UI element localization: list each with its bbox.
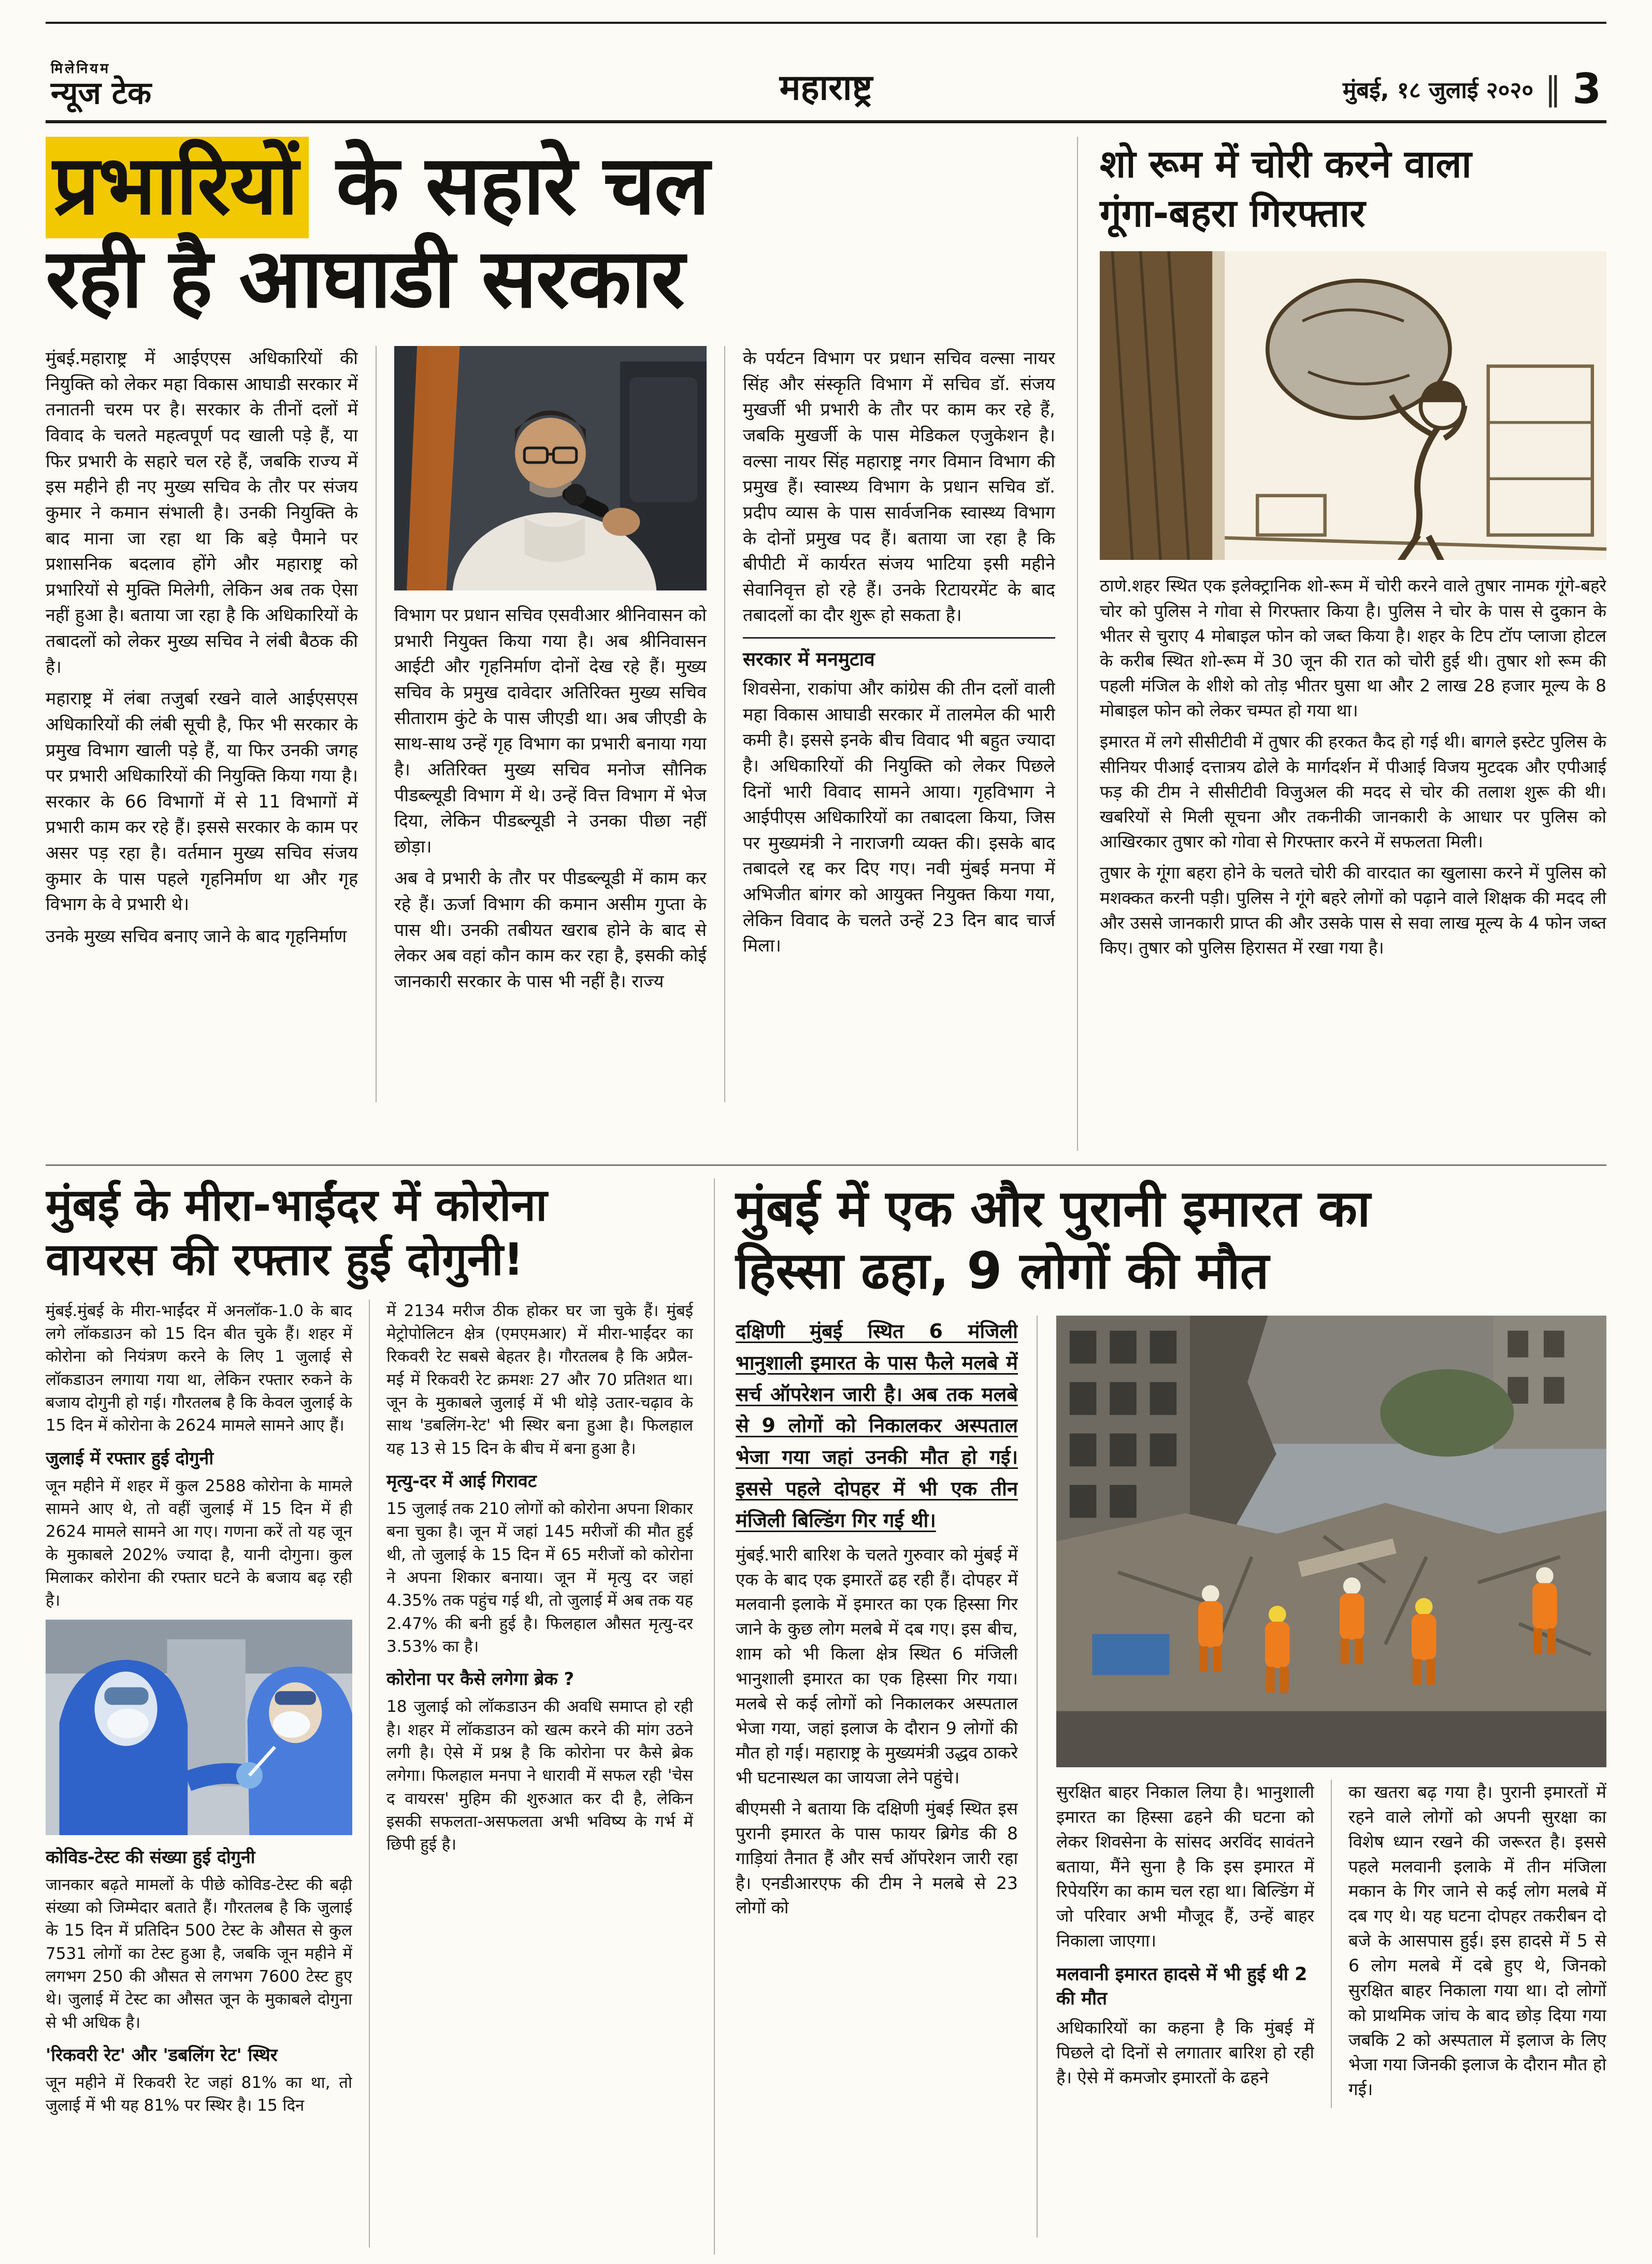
article-paragraph: मुंबई.महाराष्ट्र में आईएएस अधिकारियों की नियुक्ति को लेकर महा विकास आघाडी सरकार में तनातनी चरम पर है। सरकार के तीनों दलों में विवाद के चलते महत्वपूर्ण पद खाली पड़े हैं, या फिर प्रभारी के सहारे चल रहे हैं, जबकि राज्य में इस महीने ही नए मुख्य सचिव के तौर पर संजय कुमार ने कमान संभाली है। उनकी नियुक्ति के बाद माना जा रहा था कि बड़े पैमाने पर प्रशासनिक बदलाव होंगे और महाराष्ट्र को प्रभारियों से मुक्ति मिलेगी, लेकिन अब तक ऐसा नहीं हुआ है। बताया जा रहा है कि अधिकारियों के तबादलों को लेकर मुख्य सचिव ने लंबी बैठक की है। bbox=[46, 348, 358, 677]
building-article-body bbox=[736, 1316, 1606, 2238]
article-paragraph: इमारत में लगे सीसीटीवी में तुषार की हरकत कैद हो गई थी। बागले इस्टेट पुलिस के सीनियर पीआई दत्तात्रय ढोले के मार्गदर्शन में पीआई विजय मुटदक और एपीआई फड़ की टीम ने सीसीटीवी विजुअल की मदद से चोर की तलाश शुरू की थी। खबरियों से मिली सूचना और तकनीकी जानकारी के आधार पर पुलिस को आखिरकार तुषार को गोवा से गिरफ्तार करने में सफलता मिली। bbox=[1100, 731, 1606, 852]
headline-line2: रही है आघाडी सरकार bbox=[46, 231, 684, 327]
article-paragraph: सुरक्षित बाहर निकाल लिया है। भानुशाली इमारत का हिस्सा ढहने की घटना को लेकर शिवसेना के सांसद अरविंद सावंतने बताया, मैंने सुना है कि इस इमारत में रिपेयरिंग का काम चल रहा था। बिल्डिंग में जो परिवार अभी मौजूद हैं, उन्हें बाहर निकाला जाएगा। bbox=[1056, 1782, 1314, 1951]
subhead-july-rate-doubled: जुलाई में रफ्तार हुई दोगुनी bbox=[46, 1448, 214, 1469]
article-paragraph: जून महीने में शहर में कुल 2588 कोरोना के मामले सामने आए थे, तो वहीं जुलाई में 15 दिन में ही 2624 मामले सामने आ गए। गणना करें तो यह जून के मुकाबले 202% ज्यादा है, यानी दोगुना। कुल मिलाकर कोरोना की रफ्तार घटने के बजाय बढ़ रही है। bbox=[46, 1476, 352, 1610]
theft-headline-line1: शो रूम में चोरी करने वाला bbox=[1100, 142, 1472, 186]
corona-column-2 bbox=[369, 1300, 693, 2247]
building-column-1 bbox=[736, 1316, 1018, 2238]
brand-top-line: मिलेनियम bbox=[51, 61, 111, 77]
section-title: महाराष्ट्र bbox=[779, 67, 873, 108]
article-paragraph: महाराष्ट्र में लंबा तजुर्बा रखने वाले आईएसएस अधिकारियों की लंबी सूची है, फिर भी सरकार के प्रमुख विभाग खाली पड़े हैं, या फिर उनकी जगह पर प्रभारी अधिकारियों की नियुक्ति किया गया है। सरकार के 66 विभागों में से 11 विभागों में प्रभारी काम कर रहे हैं। इससे सरकार के काम पर असर पड़ रहा है। वर्तमान मुख्य सचिव संजय कुमार के पास पहले गृहनिर्माण था और गृह विभाग के वे प्रभारी थे। bbox=[46, 688, 358, 915]
ppe-workers-image bbox=[46, 1620, 352, 1835]
article-paragraph: का खतरा बढ़ गया है। पुरानी इमारतों में रहने वाले लोगों को अपनी सुरक्षा का विशेष ध्यान रखने की जरूरत है। इससे पहले मलवानी इलाके में तीन मंजिला मकान के गिर जाने से कई लोग मलबे में दब गए थे। यह घटना दोपहर तकरीबन दो बजे के आसपास हुई। इस हादसे में 5 से 6 लोग मलबे में दबे हुए थे, जिनको सुरक्षित बाहर निकाला गया था। दो लोगों को प्राथमिक जांच के बाद छोड़ दिया गया जबकि 2 को अस्पताल में इलाज के लिए भेजा गया जिनकी इलाज के दौरान मौत हो गई। bbox=[1348, 1782, 1606, 2100]
edition-dateline: मुंबई, १८ जुलाई २०२० bbox=[1342, 77, 1534, 104]
article-paragraph: अधिकारियों का कहना है कि मुंबई में पिछले दो दिनों से लगातार बारिश हो रही है। ऐसे में कमजोर इमारतों के ढहने bbox=[1056, 2017, 1314, 2087]
building-headline-line1: मुंबई में एक और पुरानी इमारत का bbox=[736, 1179, 1371, 1238]
photo-ppe-workers bbox=[46, 1620, 352, 1835]
article-lead-summary: दक्षिणी मुंबई स्थित 6 मंजिली भानुशाली इमारत के पास फैले मलबे में सर्च ऑपरेशन जारी है। अब तक मलबे से 9 लोगों को निकालकर अस्पताल भेजा गया जहां उनकी मौत हो गई। इससे पहले दोपहर में भी एक तीन मंजिली बिल्डिंग गिर गई थी। bbox=[736, 1320, 1018, 1532]
brand-name: न्यूज टेक bbox=[51, 75, 152, 111]
subhead-covid-tests-doubled: कोविड-टेस्ट की संख्या हुई दोगुनी bbox=[46, 1847, 255, 1868]
lead-column-3 bbox=[724, 346, 1055, 1102]
corona-article bbox=[46, 1178, 693, 2255]
corona-article-columns bbox=[46, 1300, 693, 2247]
headline-highlight: प्रभारियों bbox=[46, 137, 309, 238]
horizontal-divider bbox=[46, 1164, 1606, 1166]
article-paragraph: में 2134 मरीज ठीक होकर घर जा चुके हैं। मुंबई मेट्रोपोलिटन क्षेत्र (एमएमआर) में मीरा-भाईंदर का रिकवरी रेट सबसे बेहतर है। गौरतलब है कि अप्रैल-मई में रिकवरी रेट क्रमशः 27 और 70 प्रतिशत था। जून के मुकाबले जुलाई में भी थोड़े उतार-चढ़ाव के साथ 'डबलिंग-रेट' भी स्थिर बना हुआ है। फिलहाल यह 13 से 15 दिन के बीच में बना हुआ है। bbox=[386, 1301, 693, 1458]
building-column-2 bbox=[1056, 1780, 1314, 2108]
subhead-recovery-doubling-rate: 'रिकवरी रेट' और 'डबलिंग रेट' स्थिर bbox=[46, 2045, 278, 2066]
theft-article bbox=[1077, 137, 1606, 1151]
subhead-how-to-brake-corona: कोरोना पर कैसे लगेगा ब्रेक ? bbox=[386, 1669, 574, 1690]
building-collapse-article bbox=[714, 1178, 1606, 2255]
article-paragraph: 18 जुलाई को लॉकडाउन की अवधि समाप्त हो रही है। शहर में लॉकडाउन को खत्म करने की मांग उठने लगी है। ऐसे में प्रश्न है कि कोरोना पर कैसे ब्रेक लगेगा। फिलहाल मनपा ने धारावी में सफल रही 'चेस द वायरस' मुहिम की शुरुआत कर दी है, लेकिन इसकी सफलता-असफलता अभी भविष्य के गर्भ में छिपी हुई है। bbox=[386, 1697, 693, 1854]
building-column-right bbox=[1037, 1316, 1606, 2238]
page-number: 3 bbox=[1572, 65, 1601, 113]
article-paragraph: तुषार के गूंगा बहरा होने के चलते चोरी की वारदात का खुलासा करने में पुलिस को मशक्कत करनी पड़ी। पुलिस ने गूंगे बहरे लोगों को पढ़ाने वाले शिक्षक की मदद ली और उससे जानकारी प्राप्त की और उसके पास से सवा लाख मूल्य के 4 फोन जब्त किए। तुषार को पुलिस हिरासत में रखा गया है। bbox=[1100, 862, 1606, 958]
corona-headline-line2: वायरस की रफ्तार हुई दोगुनी! bbox=[46, 1233, 524, 1286]
page-number-separator: ‖ bbox=[1545, 70, 1561, 108]
page-header bbox=[46, 22, 1606, 123]
article-paragraph: शिवसेना, राकांपा और कांग्रेस की तीन दलों वाली महा विकास आघाडी सरकार में तालमेल की भारी कमी है। इससे इनके बीच विवाद भी बहुत ज्यादा है। अधिकारियों की नियुक्ति को लेकर पिछले दिनों भारी विवाद सामने आया। गृहविभाग ने आईपीएस अधिकारियों का तबादला किया, जिस पर मुख्यमंत्री ने नाराजगी व्यक्त की। इसके बाद तबादले रद्द कर दिए गए। नवी मुंबई मनपा में अभिजीत बांगर को आयुक्त नियुक्त किया गया, लेकिन विवाद के चलते उन्हें 23 दिन बाद चार्ज मिला। bbox=[743, 679, 1055, 957]
theft-headline-line2: गूंगा-बहरा गिरफ्तार bbox=[1100, 191, 1366, 236]
photo-building-collapse bbox=[1056, 1316, 1606, 1767]
building-headline-line2: हिस्सा ढहा, 9 लोगों की मौत bbox=[736, 1241, 1269, 1301]
article-paragraph: मुंबई.भारी बारिश के चलते गुरुवार को मुंबई में एक के बाद एक इमारतें ढह रही हैं। दोपहर में मलवानी इलाके में इमारत का एक हिस्सा गिर जाने के कुछ लोग मलबे में दब गए। इस बीच, शाम को भी किला क्षेत्र स्थित 6 मंजिली भानुशाली इमारत का एक हिस्सा गिर गया। मलबे से कई लोगों को निकालकर अस्पताल भेजा गया, जहां इलाज के दौरान 9 लोगों की मौत हो गई। महाराष्ट्र के मुख्यमंत्री उद्धव ठाकरे भी घटनास्थल का जायजा लेने पहुंचे। bbox=[736, 1544, 1018, 1788]
building-column-3 bbox=[1331, 1780, 1606, 2108]
article-paragraph: जून महीने में रिकवरी रेट जहां 81% का था, तो जुलाई में भी यह 81% पर स्थिर है। 15 दिन bbox=[46, 2073, 352, 2115]
building-subcolumns bbox=[1056, 1780, 1606, 2108]
article-paragraph: ठाणे.शहर स्थित एक इलेक्ट्रानिक शो-रूम में चोरी करने वाले तुषार नामक गूंगे-बहरे चोर को पुलिस ने गोवा से गिरफ्तार किया है। पुलिस ने चोर के पास से दुकान के भीतर से चुराए 4 मोबाइल फोन को जब्त किया है। शहर के टिप टॉप प्लाजा होटल के करीब स्थित शो-रूम में 30 जून की रात को चोरी हुई थी। तुषार शो रूम की पहली मंजिल के शीशे को तोड़ भीतर घुसा था और 2 लाख 28 हजार मूल्य के 8 मोबाइल फोन को लेकर चम्पत हो गया था। bbox=[1100, 575, 1606, 721]
photo-press-conference bbox=[394, 346, 707, 590]
theft-headline bbox=[1100, 140, 1606, 238]
newspaper-brand bbox=[51, 58, 780, 110]
lead-column-2 bbox=[376, 346, 707, 1102]
lead-headline bbox=[46, 139, 1055, 325]
building-collapse-image bbox=[1056, 1316, 1606, 1767]
article-paragraph: के पर्यटन विभाग पर प्रधान सचिव वल्सा नायर सिंह और संस्कृति विभाग में सचिव डॉ. संजय मुखर्जी भी प्रभारी के तौर पर काम कर रहे हैं, जबकि मुखर्जी के पास मेडिकल एजुकेशन है। वल्सा नायर सिंह महाराष्ट्र नगर विमान विभाग की प्रमुख हैं। स्वास्थ्य विभाग के प्रधान सचिव डॉ. प्रदीप व्यास के पास सार्वजनिक स्वास्थ्य विभाग के दोनों प्रमुख पद हैं। बताया जा रहा है कि बीपीटी में कार्यरत संजय भाटिया इसी महीने सेवानिवृत्त हो रहे हैं। उनके रिटायरमेंट के बाद तबादलों का दौर शुरू हो सकता है। bbox=[743, 348, 1055, 626]
lead-article-columns bbox=[46, 346, 1055, 1102]
illustration-thief-cartoon bbox=[1100, 251, 1606, 560]
top-section bbox=[46, 137, 1606, 1151]
headline-rest: के सहारे चल bbox=[309, 138, 709, 233]
lead-article bbox=[46, 137, 1055, 1151]
article-paragraph: विभाग पर प्रधान सचिव एसवीआर श्रीनिवासन को प्रभारी नियुक्त किया गया है। अब श्रीनिवासन आईटी और गृहनिर्माण दोनों देख रहे हैं। मुख्य सचिव के प्रमुख दावेदार अतिरिक्त मुख्य सचिव सीताराम कुंटे के पास जीएडी था। अब जीएडी के साथ-साथ उन्हें गृह विभाग का प्रभारी बनाया गया है। अतिरिक्त मुख्य सचिव मनोज सौनिक पीडब्ल्यूडी विभाग में थे। उन्हें वित्त विभाग में भेज दिया, लेकिन पीडब्ल्यूडी ने उनका पीछा नहीं छोड़ा। bbox=[394, 605, 707, 857]
article-paragraph: 15 जुलाई तक 210 लोगों को कोरोना अपना शिकार बना चुका है। जून में जहां 145 मरीजों की मौत हुई थी, तो जुलाई के 15 दिन में 65 मरीजों को कोरोना ने अपना शिकार बनाया। जून में मृत्यु दर जहां 4.35% तक पहुंच गई थी, तो जुलाई में अब तक यह 2.47% की बनी हुई है। फिलहाल औसत मृत्यु-दर 3.53% का है। bbox=[386, 1499, 693, 1656]
subhead-malwani-collapse-deaths: मलवानी इमारत हादसे में भी हुई थी 2 की मौत bbox=[1056, 1964, 1308, 2009]
thief-cartoon-image bbox=[1100, 251, 1606, 560]
article-paragraph: मुंबई.मुंबई के मीरा-भाईंदर में अनलॉक-1.0 के बाद लगे लॉकडाउन को 15 दिन बीत चुके हैं। शहर में कोरोना को नियंत्रण करने के लिए 1 जुलाई से लॉकडाउन लगाया गया था, लेकिन रफ्तार रुकने के बजाय दोगुनी हो गई। गौरतलब है कि केवल जुलाई के 15 दिन में कोरोना के 2624 मामले सामने आए हैं। bbox=[46, 1301, 352, 1435]
article-paragraph: उनके मुख्य सचिव बनाए जाने के बाद गृहनिर्माण bbox=[46, 926, 347, 947]
corona-headline bbox=[46, 1178, 693, 1287]
bottom-section bbox=[46, 1178, 1606, 2255]
article-paragraph: जानकार बढ़ते मामलों के पीछे कोविड-टेस्ट की बढ़ी संख्या को जिम्मेदार बताते हैं। गौरतलब है कि जुलाई के 15 दिन में प्रतिदिन 500 टेस्ट के औसत से कुल 7531 लोगों का टेस्ट हुआ है, जबकि जून महीने में लगभग 250 की औसत से लगभग 7600 टेस्ट हुए थे। जुलाई में टेस्ट का औसत जून के मुकाबले दोगुना से भी अधिक है। bbox=[46, 1875, 352, 2032]
subhead-death-rate-decline: मृत्यु-दर में आई गिरावट bbox=[386, 1471, 537, 1492]
article-paragraph: बीएमसी ने बताया कि दक्षिणी मुंबई स्थित इस पुरानी इमारत के पास फायर ब्रिगेड की 8 गाड़ियां तैनात हैं और सर्च ऑपरेशन जारी रहा है। एनडीआरएफ की टीम ने मलबे से 23 लोगों को bbox=[736, 1798, 1018, 1918]
theft-article-body bbox=[1100, 573, 1606, 960]
subhead-government-discord: सरकार में मनमुटाव bbox=[743, 637, 1055, 671]
lead-column-1 bbox=[46, 346, 358, 1102]
corona-headline-line1: मुंबई के मीरा-भाईंदर में कोरोना bbox=[46, 1179, 548, 1231]
dateline-block bbox=[872, 65, 1601, 113]
corona-column-1 bbox=[46, 1300, 352, 2247]
press-conference-image bbox=[394, 346, 707, 590]
building-headline bbox=[736, 1178, 1606, 1302]
article-paragraph: अब वे प्रभारी के तौर पर पीडब्ल्यूडी में काम कर रहे हैं। ऊर्जा विभाग की कमान असीम गुप्ता के पास थी। उनकी तबीयत खराब होने के बाद से लेकर अब वहां कौन काम कर रहा है, इसकी कोई जानकारी सरकार के पास भी नहीं है। राज्य bbox=[394, 868, 707, 992]
